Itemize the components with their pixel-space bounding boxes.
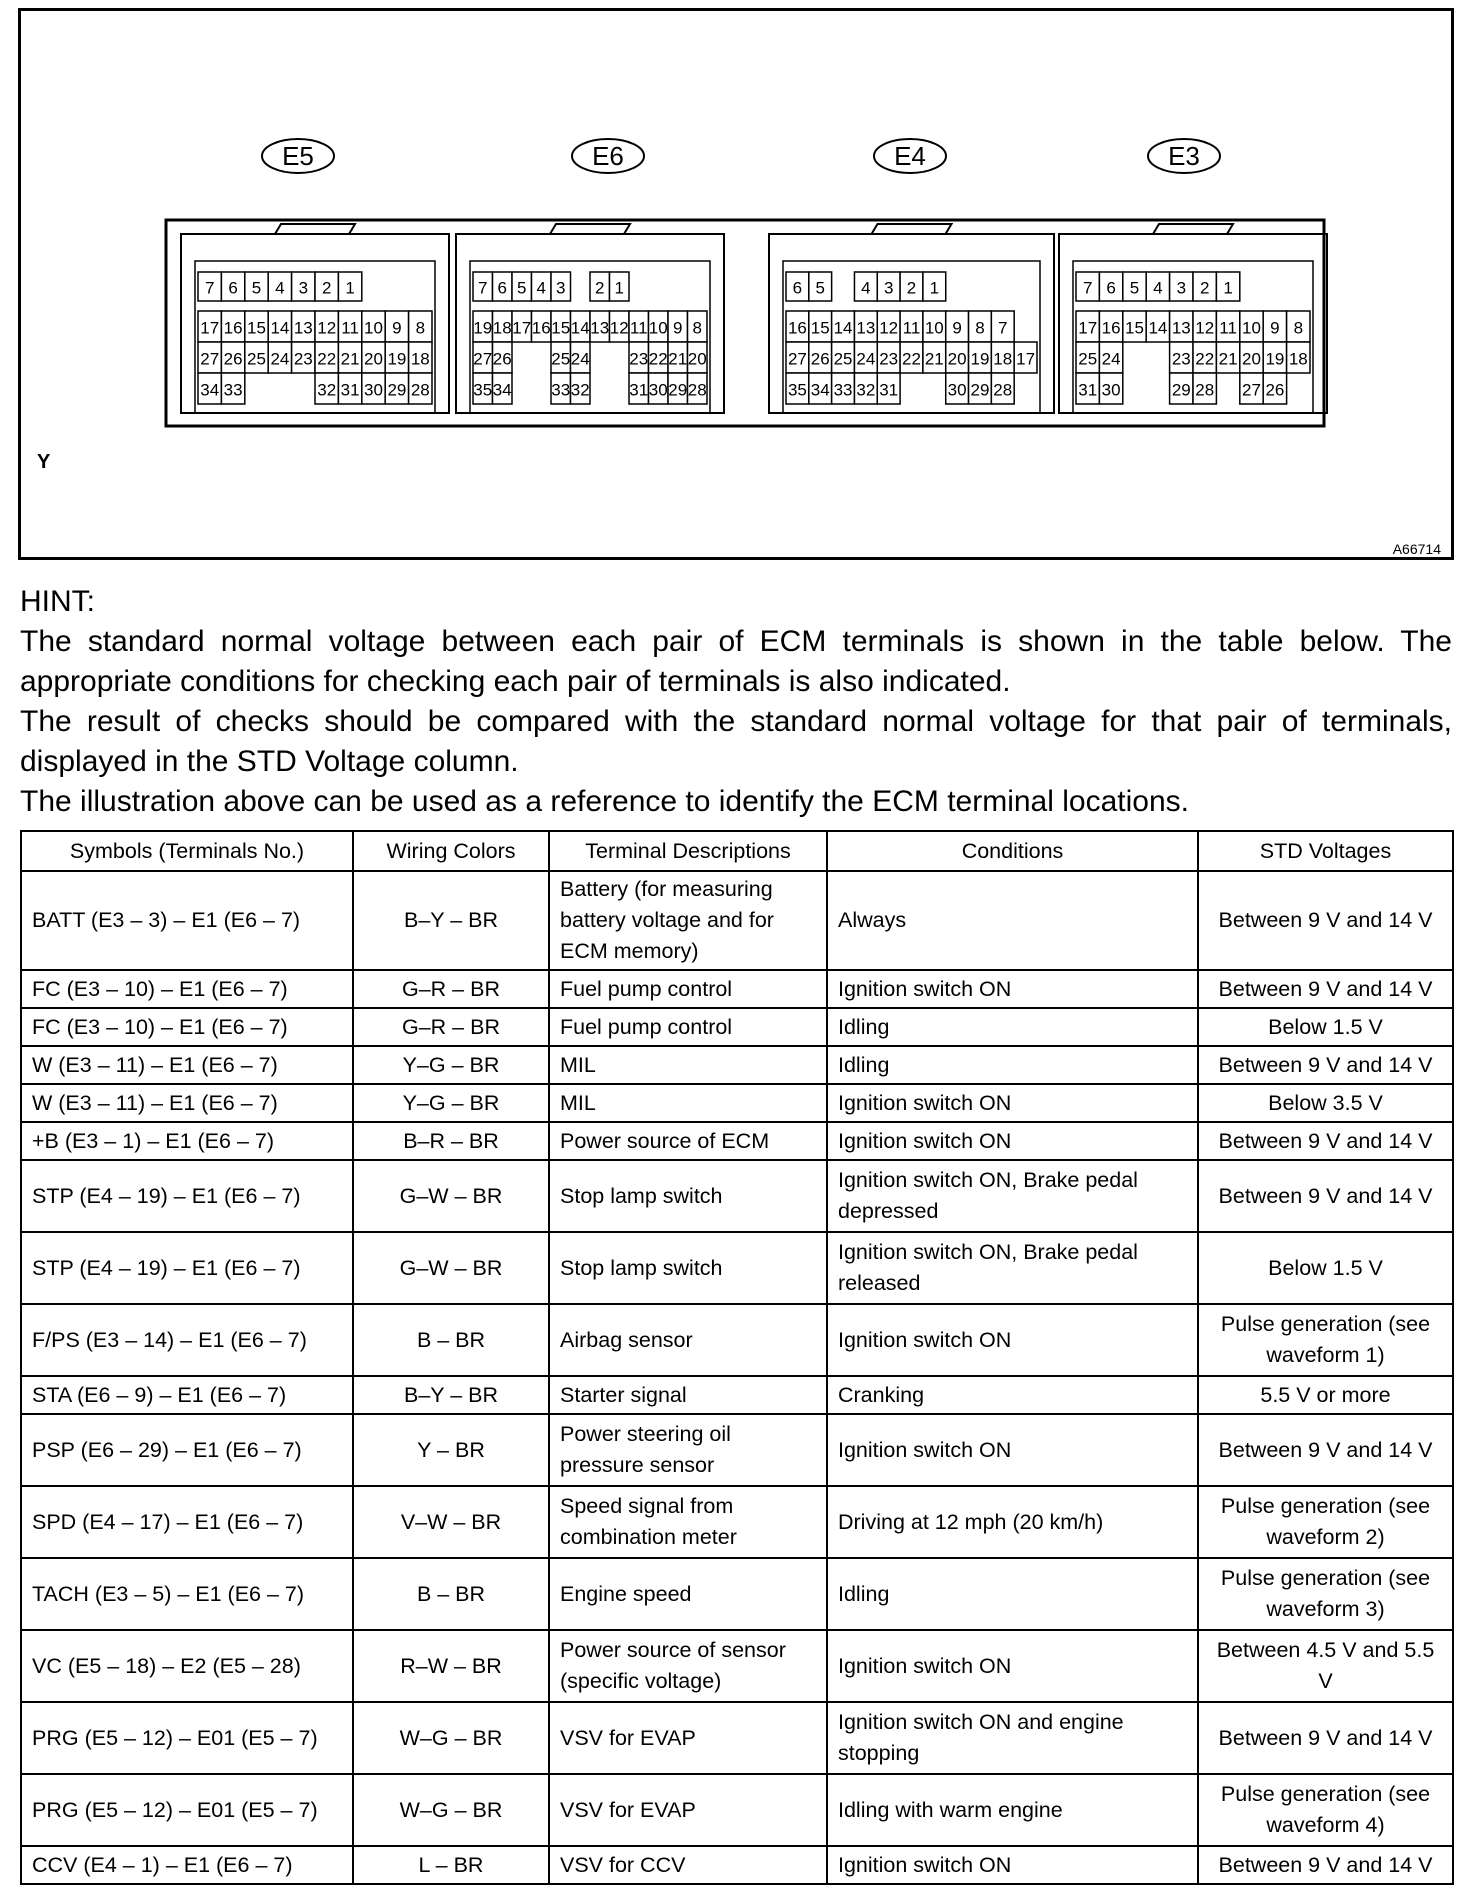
table-row	[21, 1702, 1453, 1774]
terminal-number: 12	[879, 318, 899, 338]
terminal-number: 34	[492, 380, 512, 400]
terminal-number: 10	[648, 318, 668, 338]
side-label: Y	[37, 451, 51, 473]
terminal-number: 9	[673, 318, 683, 338]
row-symbols: FC (E3 – 10) – E1 (E6 – 7)	[21, 1008, 353, 1046]
connector-latch	[550, 224, 630, 234]
terminal-number: 32	[856, 380, 876, 400]
connector-label: E6	[592, 141, 624, 171]
hint-paragraph-3: The illustration above can be used as a reference to identify the ECM terminal locations.	[20, 785, 1189, 818]
row-std-voltage: Between 4.5 V and 5.5 V	[1198, 1630, 1453, 1702]
header-terminal-descriptions: Terminal Descriptions	[549, 831, 827, 871]
row-symbols: W (E3 – 11) – E1 (E6 – 7)	[21, 1046, 353, 1084]
terminal-number: 14	[1148, 318, 1168, 338]
terminal-number: 8	[975, 318, 985, 338]
terminal-number: 22	[317, 349, 337, 369]
terminal-number: 2	[321, 278, 332, 298]
table-row	[21, 1486, 1453, 1558]
terminal-number: 9	[1270, 318, 1280, 338]
row-wiring-colors: B–Y – BR	[353, 871, 549, 970]
terminal-number: 17	[1078, 318, 1098, 338]
terminal-number: 5	[251, 278, 262, 298]
terminal-number: 26	[223, 349, 243, 369]
terminal-number: 28	[993, 380, 1013, 400]
row-condition: Ignition switch ON	[827, 1846, 1198, 1884]
terminal-number: 11	[629, 318, 648, 338]
row-condition: Idling with warm engine	[827, 1774, 1198, 1846]
row-std-voltage: Between 9 V and 14 V	[1198, 970, 1453, 1008]
terminal-number: 29	[1171, 380, 1191, 400]
row-std-voltage: 5.5 V or more	[1198, 1376, 1453, 1414]
terminal-number: 11	[902, 318, 921, 338]
terminal-number: 20	[947, 349, 967, 369]
connector-e3	[1059, 139, 1327, 413]
row-condition: Ignition switch ON	[827, 1084, 1198, 1122]
terminal-number: 6	[792, 278, 803, 298]
terminal-number: 19	[1265, 349, 1285, 369]
terminal-number: 14	[270, 318, 290, 338]
terminal-number: 34	[200, 380, 220, 400]
hint-paragraph-1: The standard normal voltage between each pair of ECM terminals is shown in the table below. The appropriate conditions for checking each pair of terminals is also indicated.	[20, 625, 1452, 698]
terminal-number: 35	[787, 380, 807, 400]
connector-label: E5	[282, 141, 314, 171]
terminal-number: 15	[247, 318, 266, 338]
row-wiring-colors: Y–G – BR	[353, 1046, 549, 1084]
row-symbols: STA (E6 – 9) – E1 (E6 – 7)	[21, 1376, 353, 1414]
row-condition: Driving at 12 mph (20 km/h)	[827, 1486, 1198, 1558]
row-terminal-description: Starter signal	[549, 1376, 827, 1414]
terminal-number: 20	[687, 349, 707, 369]
row-std-voltage: Pulse generation (see waveform 1)	[1198, 1304, 1453, 1376]
row-condition: Ignition switch ON	[827, 1414, 1198, 1486]
row-wiring-colors: W–G – BR	[353, 1702, 549, 1774]
ecm-terminal-table	[20, 830, 1454, 1885]
terminal-number: 17	[512, 318, 532, 338]
row-std-voltage: Between 9 V and 14 V	[1198, 1702, 1453, 1774]
row-terminal-description: Battery (for measuring battery voltage and for ECM memory)	[549, 871, 827, 970]
row-symbols: CCV (E4 – 1) – E1 (E6 – 7)	[21, 1846, 353, 1884]
terminal-number: 19	[970, 349, 990, 369]
terminal-number: 6	[1106, 278, 1116, 298]
table-row	[21, 1630, 1453, 1702]
row-std-voltage: Below 3.5 V	[1198, 1084, 1453, 1122]
terminal-number: 2	[1199, 278, 1210, 298]
connector-label: E3	[1168, 141, 1200, 171]
row-condition: Ignition switch ON and engine stopping	[827, 1702, 1198, 1774]
terminal-number: 4	[275, 278, 285, 298]
terminal-number: 15	[1125, 318, 1144, 338]
row-wiring-colors: B–Y – BR	[353, 1376, 549, 1414]
row-symbols: BATT (E3 – 3) – E1 (E6 – 7)	[21, 871, 353, 970]
row-symbols: W (E3 – 11) – E1 (E6 – 7)	[21, 1084, 353, 1122]
terminal-number: 28	[410, 380, 430, 400]
connector-latch	[872, 224, 952, 234]
row-wiring-colors: B – BR	[353, 1558, 549, 1630]
terminal-number: 25	[247, 349, 266, 369]
row-terminal-description: Fuel pump control	[549, 970, 827, 1008]
row-terminal-description: VSV for EVAP	[549, 1774, 827, 1846]
terminal-number: 23	[629, 349, 649, 369]
table-row	[21, 1304, 1453, 1376]
terminal-number: 32	[570, 380, 590, 400]
table-row	[21, 1774, 1453, 1846]
row-std-voltage: Between 9 V and 14 V	[1198, 871, 1453, 970]
terminal-number: 19	[473, 318, 493, 338]
terminal-number: 1	[1223, 278, 1233, 298]
figure-id: A66714	[1392, 541, 1441, 557]
row-std-voltage: Between 9 V and 14 V	[1198, 1122, 1453, 1160]
terminal-number: 17	[200, 318, 220, 338]
terminal-number: 5	[815, 278, 825, 298]
terminal-number: 31	[879, 380, 899, 400]
row-condition: Always	[827, 871, 1198, 970]
row-terminal-description: Airbag sensor	[549, 1304, 827, 1376]
header-conditions: Conditions	[827, 831, 1198, 871]
terminal-number: 22	[1195, 349, 1215, 369]
terminal-number: 12	[1195, 318, 1215, 338]
row-terminal-description: Stop lamp switch	[549, 1232, 827, 1304]
row-terminal-description: Power steering oil pressure sensor	[549, 1414, 827, 1486]
terminal-number: 12	[609, 318, 629, 338]
row-wiring-colors: B – BR	[353, 1304, 549, 1376]
row-std-voltage: Below 1.5 V	[1198, 1232, 1453, 1304]
header-wiring-colors: Wiring Colors	[353, 831, 549, 871]
row-wiring-colors: G–R – BR	[353, 970, 549, 1008]
terminal-number: 8	[692, 318, 702, 338]
terminal-number: 31	[629, 380, 649, 400]
hint-section	[20, 582, 1452, 822]
row-symbols: TACH (E3 – 5) – E1 (E6 – 7)	[21, 1558, 353, 1630]
terminal-number: 15	[551, 318, 571, 338]
terminal-number: 2	[595, 278, 605, 298]
row-std-voltage: Pulse generation (see waveform 3)	[1198, 1558, 1453, 1630]
terminal-number: 31	[1078, 380, 1098, 400]
terminal-number: 10	[364, 318, 383, 338]
row-symbols: STP (E4 – 19) – E1 (E6 – 7)	[21, 1232, 353, 1304]
terminal-number: 1	[345, 278, 355, 298]
connector-e6	[456, 139, 724, 413]
row-wiring-colors: B–R – BR	[353, 1122, 549, 1160]
terminal-number: 27	[473, 349, 493, 369]
terminal-number: 26	[1265, 380, 1285, 400]
terminal-number: 26	[492, 349, 512, 369]
connector-label: E4	[894, 141, 926, 171]
row-condition: Ignition switch ON	[827, 1304, 1198, 1376]
terminal-number: 19	[387, 349, 407, 369]
terminal-number: 3	[556, 278, 566, 298]
terminal-number: 7	[998, 318, 1008, 338]
terminal-number: 22	[902, 349, 921, 369]
terminal-number: 18	[492, 318, 512, 338]
terminal-number: 3	[298, 278, 309, 298]
table-row	[21, 1084, 1453, 1122]
terminal-number: 34	[810, 380, 830, 400]
terminal-number: 27	[787, 349, 807, 369]
terminal-number: 24	[570, 349, 590, 369]
row-wiring-colors: G–W – BR	[353, 1160, 549, 1232]
table-row	[21, 970, 1453, 1008]
row-std-voltage: Below 1.5 V	[1198, 1008, 1453, 1046]
terminal-number: 14	[833, 318, 853, 338]
terminal-number: 13	[590, 318, 610, 338]
table-row	[21, 1122, 1453, 1160]
terminal-number: 24	[1101, 349, 1121, 369]
terminal-number: 28	[687, 380, 707, 400]
terminal-number: 7	[1082, 278, 1093, 298]
terminal-number: 1	[929, 278, 940, 298]
terminal-number: 29	[668, 380, 688, 400]
terminal-number: 6	[497, 278, 507, 298]
terminal-number: 9	[392, 318, 402, 338]
row-symbols: STP (E4 – 19) – E1 (E6 – 7)	[21, 1160, 353, 1232]
terminal-number: 2	[906, 278, 917, 298]
row-symbols: SPD (E4 – 17) – E1 (E6 – 7)	[21, 1486, 353, 1558]
terminal-number: 18	[410, 349, 430, 369]
terminal-number: 28	[1195, 380, 1215, 400]
terminal-number: 20	[364, 349, 383, 369]
terminal-number: 4	[536, 278, 546, 298]
terminal-number: 13	[293, 318, 313, 338]
terminal-number: 21	[924, 349, 944, 369]
terminal-number: 11	[1219, 318, 1237, 338]
row-wiring-colors: G–W – BR	[353, 1232, 549, 1304]
row-wiring-colors: Y–G – BR	[353, 1084, 549, 1122]
terminal-number: 13	[1171, 318, 1191, 338]
terminal-number: 3	[883, 278, 894, 298]
terminal-number: 18	[1288, 349, 1308, 369]
row-std-voltage: Between 9 V and 14 V	[1198, 1414, 1453, 1486]
row-symbols: PSP (E6 – 29) – E1 (E6 – 7)	[21, 1414, 353, 1486]
terminal-number: 29	[387, 380, 407, 400]
terminal-number: 25	[833, 349, 853, 369]
terminal-number: 21	[1218, 349, 1238, 369]
row-symbols: +B (E3 – 1) – E1 (E6 – 7)	[21, 1122, 353, 1160]
table-row	[21, 1008, 1453, 1046]
terminal-number: 25	[551, 349, 571, 369]
terminal-number: 31	[340, 380, 360, 400]
row-condition: Ignition switch ON, Brake pedal depressed	[827, 1160, 1198, 1232]
terminal-number: 8	[1293, 318, 1304, 338]
row-wiring-colors: W–G – BR	[353, 1774, 549, 1846]
row-condition: Ignition switch ON	[827, 970, 1198, 1008]
terminal-number: 8	[415, 318, 426, 338]
terminal-number: 26	[810, 349, 830, 369]
connector-figure	[18, 8, 1454, 560]
terminal-number: 5	[517, 278, 527, 298]
terminal-number: 33	[551, 380, 571, 400]
terminal-number: 10	[1242, 318, 1261, 338]
terminal-number: 24	[270, 349, 290, 369]
terminal-number: 21	[340, 349, 360, 369]
table-row	[21, 1046, 1453, 1084]
connector-latch	[275, 224, 355, 234]
terminal-number: 33	[833, 380, 853, 400]
terminal-number: 32	[317, 380, 337, 400]
terminal-number: 18	[993, 349, 1013, 369]
row-terminal-description: MIL	[549, 1046, 827, 1084]
terminal-number: 30	[648, 380, 668, 400]
row-terminal-description: VSV for CCV	[549, 1846, 827, 1884]
terminal-number: 30	[364, 380, 383, 400]
row-terminal-description: Fuel pump control	[549, 1008, 827, 1046]
terminal-number: 12	[317, 318, 337, 338]
terminal-number: 33	[223, 380, 243, 400]
terminal-number: 16	[223, 318, 243, 338]
terminal-number: 6	[228, 278, 238, 298]
row-symbols: F/PS (E3 – 14) – E1 (E6 – 7)	[21, 1304, 353, 1376]
row-terminal-description: Stop lamp switch	[549, 1160, 827, 1232]
terminal-number: 35	[473, 380, 493, 400]
terminal-number: 13	[856, 318, 876, 338]
connector-latch	[1153, 224, 1233, 234]
row-std-voltage: Between 9 V and 14 V	[1198, 1046, 1453, 1084]
terminal-number: 23	[1171, 349, 1191, 369]
row-wiring-colors: G–R – BR	[353, 1008, 549, 1046]
terminal-number: 17	[1016, 349, 1036, 369]
terminal-number: 11	[341, 318, 359, 338]
row-condition: Cranking	[827, 1376, 1198, 1414]
table-row	[21, 1376, 1453, 1414]
row-symbols: VC (E5 – 18) – E2 (E5 – 28)	[21, 1630, 353, 1702]
row-terminal-description: VSV for EVAP	[549, 1702, 827, 1774]
terminal-number: 4	[861, 278, 871, 298]
hint-paragraph-2: The result of checks should be compared with the standard normal voltage for that pair of terminals, displayed in the STD Voltage column.	[20, 705, 1452, 778]
terminal-number: 29	[970, 380, 990, 400]
row-terminal-description: MIL	[549, 1084, 827, 1122]
connector-e4	[769, 139, 1054, 413]
table-row	[21, 1414, 1453, 1486]
terminal-number: 27	[200, 349, 220, 369]
terminal-number: 15	[810, 318, 830, 338]
hint-title: HINT:	[20, 585, 95, 618]
row-terminal-description: Engine speed	[549, 1558, 827, 1630]
row-symbols: FC (E3 – 10) – E1 (E6 – 7)	[21, 970, 353, 1008]
terminal-number: 14	[570, 318, 590, 338]
row-std-voltage: Between 9 V and 14 V	[1198, 1160, 1453, 1232]
terminal-number: 7	[478, 278, 488, 298]
row-symbols: PRG (E5 – 12) – E01 (E5 – 7)	[21, 1702, 353, 1774]
row-wiring-colors: L – BR	[353, 1846, 549, 1884]
terminal-number: 30	[1101, 380, 1121, 400]
terminal-number: 3	[1176, 278, 1187, 298]
row-wiring-colors: V–W – BR	[353, 1486, 549, 1558]
row-condition: Ignition switch ON, Brake pedal released	[827, 1232, 1198, 1304]
header-std-voltages: STD Voltages	[1198, 831, 1453, 871]
terminal-number: 20	[1242, 349, 1261, 369]
row-std-voltage: Pulse generation (see waveform 4)	[1198, 1774, 1453, 1846]
row-std-voltage: Pulse generation (see waveform 2)	[1198, 1486, 1453, 1558]
table-row	[21, 1558, 1453, 1630]
row-std-voltage: Between 9 V and 14 V	[1198, 1846, 1453, 1884]
terminal-number: 23	[293, 349, 313, 369]
row-condition: Ignition switch ON	[827, 1122, 1198, 1160]
table-row	[21, 871, 1453, 970]
connector-e5	[181, 139, 449, 413]
terminal-number: 1	[614, 278, 624, 298]
row-condition: Idling	[827, 1046, 1198, 1084]
terminal-number: 5	[1129, 278, 1140, 298]
terminal-number: 7	[204, 278, 215, 298]
terminal-number: 16	[531, 318, 551, 338]
terminal-number: 30	[947, 380, 967, 400]
terminal-number: 23	[879, 349, 899, 369]
terminal-number: 16	[787, 318, 807, 338]
row-wiring-colors: Y – BR	[353, 1414, 549, 1486]
terminal-number: 16	[1101, 318, 1121, 338]
table-header-row	[21, 831, 1453, 871]
header-symbols: Symbols (Terminals No.)	[21, 831, 353, 871]
terminal-number: 9	[952, 318, 962, 338]
row-condition: Ignition switch ON	[827, 1630, 1198, 1702]
row-terminal-description: Power source of sensor (specific voltage)	[549, 1630, 827, 1702]
row-terminal-description: Power source of ECM	[549, 1122, 827, 1160]
row-symbols: PRG (E5 – 12) – E01 (E5 – 7)	[21, 1774, 353, 1846]
table-row	[21, 1846, 1453, 1884]
ecm-connector-drawing	[21, 11, 1451, 557]
table-row	[21, 1232, 1453, 1304]
terminal-number: 22	[648, 349, 668, 369]
terminal-number: 24	[856, 349, 876, 369]
terminal-number: 27	[1242, 380, 1261, 400]
row-condition: Idling	[827, 1008, 1198, 1046]
terminal-number: 21	[668, 349, 688, 369]
row-condition: Idling	[827, 1558, 1198, 1630]
terminal-number: 10	[924, 318, 944, 338]
terminal-number: 25	[1078, 349, 1098, 369]
table-row	[21, 1160, 1453, 1232]
row-wiring-colors: R–W – BR	[353, 1630, 549, 1702]
row-terminal-description: Speed signal from combination meter	[549, 1486, 827, 1558]
terminal-number: 4	[1153, 278, 1163, 298]
